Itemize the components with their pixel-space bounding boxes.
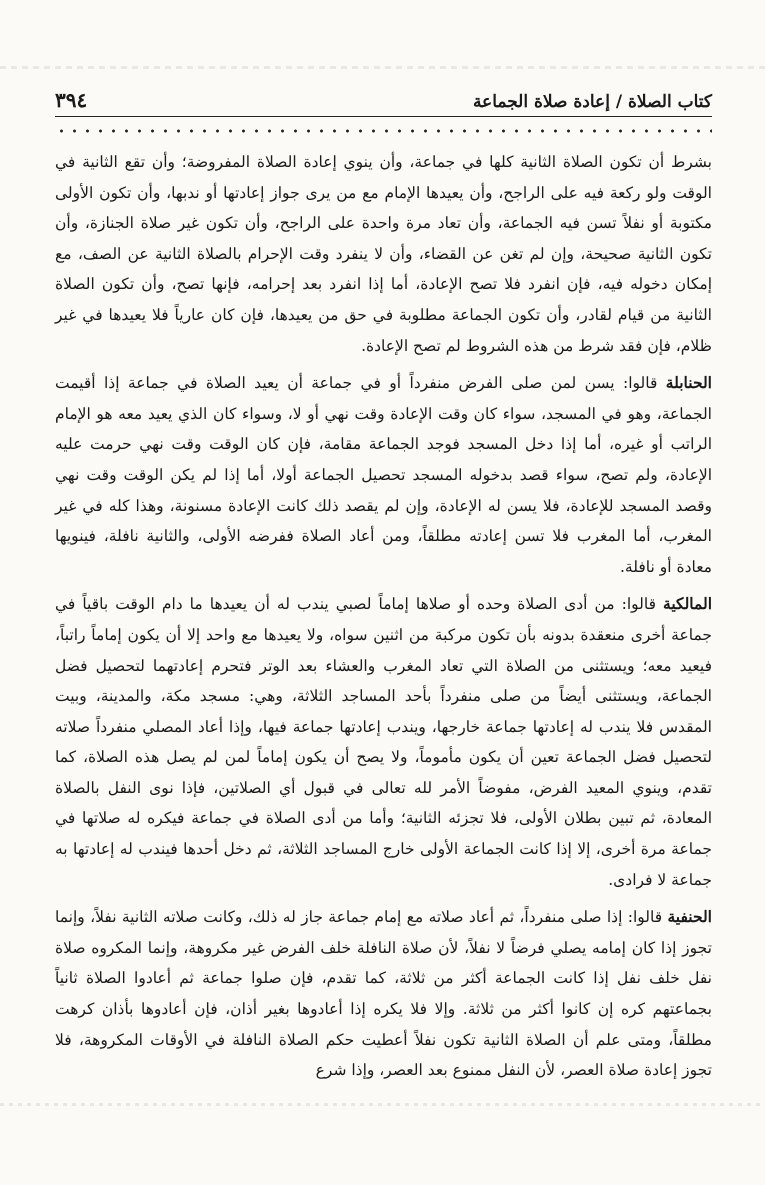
paragraph-text: قالوا: يسن لمن صلى الفرض منفرداً أو في جماعة أن يعيد الصلاة في جماعة إذا أقيمت الجماعة، وهو في المسجد، سواء كان وقت الإعادة وقت نهي أو لا، وسواء كان الذي يعيد معه هو الإمام الراتب أو غيره، أما إذا دخل المسجد فوجد الجماعة مقامة، فإن كان الوقت وقت نهي حرمت عليه الإعادة، ولم تصح، سواء قصد بدخوله المسجد تحصيل الجماعة أولا، أما إذا لم يكن الوقت وقت نهي وقصد المسجد للإعادة، فلا يسن له الإعادة، وإن لم يقصد ذلك كانت الإعادة مسنونة، وهذا كله في غير المغرب، أما المغرب فلا تسن إعادته مطلقاً، ومن أعاد الصلاة ففرضه الأولى، والثانية نافلة، فينويها معادة أو نافلة.	[55, 374, 712, 576]
dotted-rule	[55, 129, 712, 133]
scan-artifact-top	[0, 66, 765, 69]
paragraph-malikiyya	[55, 589, 712, 895]
paragraph-text: قالوا: إذا صلى منفرداً، ثم أعاد صلاته مع إمام جماعة جاز له ذلك، وكانت صلاته الثانية نفلاً، وإنما تجوز إذا كان إمامه يصلي فرضاً لا نفلاً، لأن صلاة النافلة خلف الفرض غير مكروهة، وإنما المكروه صلاة نفل خلف نفل إذا كانت الجماعة أكثر من ثلاثة، كما تقدم، فإن صلوا جماعة ثم أعادوا الصلاة ثانياً بجماعتهم كره إن كانوا أكثر من ثلاثة. وإلا فلا يكره إذا أعادوها بغير أذان، فإن أعادوها بأذان كرهت مطلقاً، ومتى علم أن الصلاة الثانية تكون نفلاً أعطيت حكم الصلاة النافلة في الأوقات المكروهة، فلا تجوز إعادة صلاة العصر، لأن النفل ممنوع بعد العصر، وإذا شرع	[55, 908, 712, 1080]
book-page	[55, 78, 712, 1093]
running-title: كتاب الصلاة / إعادة صلاة الجماعة	[472, 92, 712, 112]
paragraph-continuation	[55, 147, 712, 361]
paragraph-text: بشرط أن تكون الصلاة الثانية كلها في جماعة، وأن ينوي إعادة الصلاة المفروضة؛ وأن تقع الثانية في الوقت ولو ركعة فيه على الراجح، وأن يعيدها الإمام مع من يرى جواز إعادتها أو ندبها، وأن تكون الأولى مكتوبة أو نفلاً تسن فيه الجماعة، وأن تعاد مرة واحدة على الراجح، وأن تكون غير صلاة الجنازة، وأن تكون الثانية صحيحة، وإن لم تغن عن القضاء، وأن لا ينفرد وقت الإحرام بالصلاة الثانية عن الصف، مع إمكان دخوله فيه، فإن انفرد فلا تصح الإعادة، أما إذا انفرد بعد إحرامه، فإنها تصح، وأن تكون الصلاة الثانية من قيام لقادر، وأن تكون الجماعة مطلوبة في حق من يعيدها، فإن كان عارياً فلا يعيدها في غير ظلام، فإن فقد شرط من هذه الشروط لم تصح الإعادة.	[55, 153, 712, 355]
page-number: ٣٩٤	[55, 88, 88, 112]
school-label-malikiyya: المالكية	[663, 594, 712, 614]
paragraph-hanabila	[55, 368, 712, 582]
school-label-hanafiyya: الحنفية	[667, 907, 712, 927]
scan-artifact-bottom	[0, 1103, 765, 1106]
paragraph-text: قالوا: من أدى الصلاة وحده أو صلاها إماماً لصبي يندب له أن يعيدها ما دام الوقت باقياً في جماعة أخرى منعقدة بدونه بأن تكون مركبة من اثنين سواه، ولا يعيدها مع واحد إلا أن يكون إماماً راتباً، فيعيد معه؛ ويستثنى من الصلاة التي تعاد المغرب والعشاء بعد الوتر فتحرم إعادتهما لتحصيل فضل الجماعة، ويستثنى أيضاً من صلى منفرداً بأحد المساجد الثلاثة، وهي: مسجد مكة، والمدينة، وبيت المقدس فلا يندب له إعادتها جماعة خارجها، ويندب إعادتها جماعة فيها، وإذا أعاد المصلي منفرداً صلاته لتحصيل فضل الجماعة تعين أن يكون مأموماً، ولا يصح أن يكون إماماً لمن لم يصل هذه الصلاة، كما تقدم، وينوي المعيد الفرض، مفوضاً الأمر لله تعالى في قبول أي الصلاتين، فإذا نوى النفل بالصلاة المعادة، ثم تبين بطلان الأولى، فلا تجزئه الثانية؛ وأما من أدى الصلاة في جماعة فيكره له صلاتها في جماعة مرة أخرى، إلا إذا كانت الجماعة الأولى خارج المساجد الثلاثة، ثم دخل أحدها فيندب له إعادتها به جماعة لا فرادى.	[55, 595, 712, 889]
school-label-hanabila: الحنابلة	[665, 373, 712, 393]
paragraph-hanafiyya	[55, 902, 712, 1086]
page-header	[55, 78, 712, 117]
page-body	[55, 147, 712, 1086]
